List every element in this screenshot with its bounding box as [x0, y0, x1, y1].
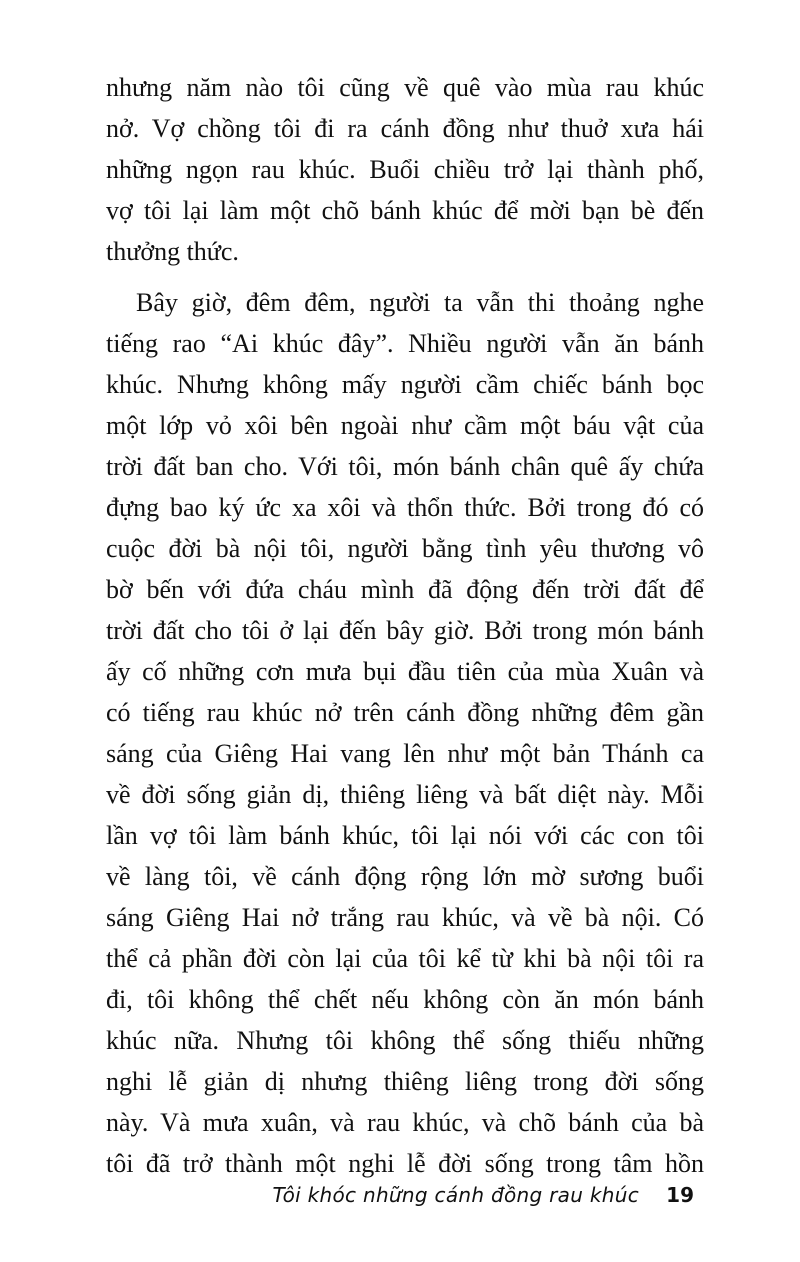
- page-footer: [0, 1183, 800, 1215]
- text-line: thể cả phần đời còn lại của tôi kể từ khi bà nội tôi ra: [106, 944, 704, 973]
- text-line: những ngọn rau khúc. Buổi chiều trở lại thành phố,: [106, 155, 704, 184]
- text-line: đi, tôi không thể chết nếu không còn ăn món bánh: [106, 985, 704, 1014]
- text-line: thưởng thức.: [106, 237, 239, 266]
- page-body: [106, 67, 704, 1184]
- text-line: bờ bến với đứa cháu mình đã động đến trời đất để: [106, 575, 704, 604]
- text-line: về đời sống giản dị, thiêng liêng và bất diệt này. Mỗi: [106, 780, 704, 809]
- text-line: lần vợ tôi làm bánh khúc, tôi lại nói với các con tôi: [106, 821, 704, 850]
- running-title: Tôi khóc những cánh đồng rau khúc: [272, 1183, 639, 1207]
- text-line: sáng của Giêng Hai vang lên như một bản Thánh ca: [106, 739, 704, 768]
- text-line: vợ tôi lại làm một chõ bánh khúc để mời bạn bè đến: [106, 196, 704, 225]
- text-line: trời đất ban cho. Với tôi, món bánh chân quê ấy chứa: [106, 452, 704, 481]
- text-line: đựng bao ký ức xa xôi và thổn thức. Bởi trong đó có: [106, 493, 704, 522]
- text-line: cuộc đời bà nội tôi, người bằng tình yêu thương vô: [106, 534, 704, 563]
- text-line: Bây giờ, đêm đêm, người ta vẫn thi thoảng nghe: [136, 288, 704, 317]
- paragraph-2: [106, 282, 704, 1184]
- text-line: khúc. Nhưng không mấy người cầm chiếc bánh bọc: [106, 370, 704, 399]
- text-line: này. Và mưa xuân, và rau khúc, và chõ bánh của bà: [106, 1108, 704, 1137]
- text-line: nghi lễ giản dị nhưng thiêng liêng trong đời sống: [106, 1067, 704, 1096]
- text-line: một lớp vỏ xôi bên ngoài như cầm một báu vật của: [106, 411, 704, 440]
- text-line: nhưng năm nào tôi cũng về quê vào mùa rau khúc: [106, 73, 704, 102]
- text-line: tôi đã trở thành một nghi lễ đời sống trong tâm hồn: [106, 1149, 704, 1178]
- text-line: sáng Giêng Hai nở trắng rau khúc, và về bà nội. Có: [106, 903, 704, 932]
- text-line: tiếng rao “Ai khúc đây”. Nhiều người vẫn ăn bánh: [106, 329, 704, 358]
- page-number: 19: [666, 1183, 694, 1207]
- paragraph-1: [106, 67, 704, 272]
- text-line: trời đất cho tôi ở lại đến bây giờ. Bởi trong món bánh: [106, 616, 704, 645]
- text-line: nở. Vợ chồng tôi đi ra cánh đồng như thuở xưa hái: [106, 114, 704, 143]
- text-line: ấy cố những cơn mưa bụi đầu tiên của mùa Xuân và: [106, 657, 704, 686]
- text-line: về làng tôi, về cánh động rộng lớn mờ sương buổi: [106, 862, 704, 891]
- text-line: khúc nữa. Nhưng tôi không thể sống thiếu những: [106, 1026, 704, 1055]
- text-line: có tiếng rau khúc nở trên cánh đồng những đêm gần: [106, 698, 704, 727]
